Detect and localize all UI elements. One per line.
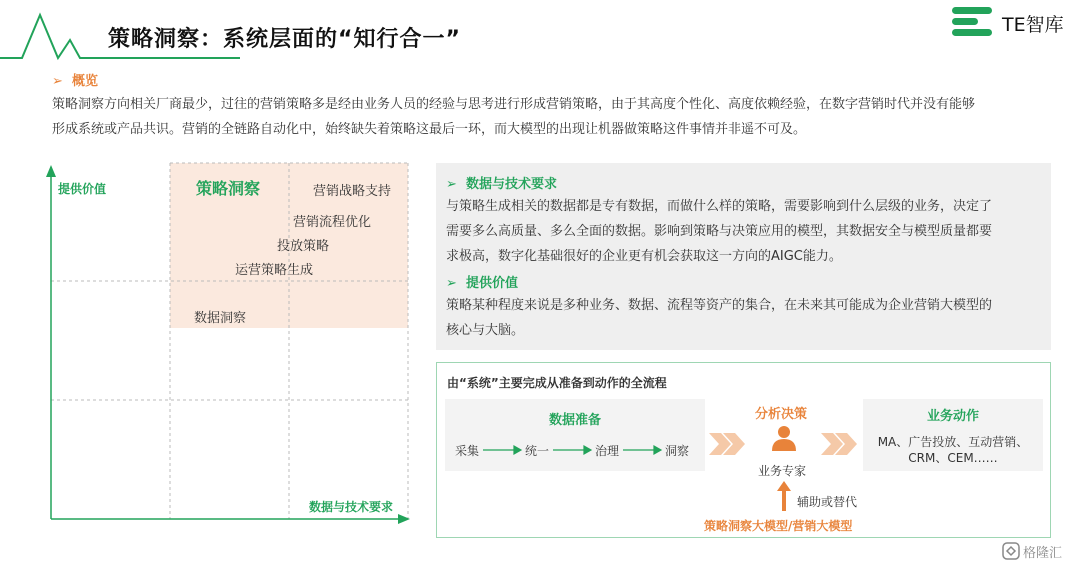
overview-text: 策略洞察方向相关厂商最少，过往的营销策略多是经由业务人员的经验与思考进行形成营销策略，由于其高度个性化、高度依赖经验，在数字营销时代并没有能够 形成系统或产品共识。营销的全链路自动化中，始终缺失着策略这最后一环，而大模型的出现让机器做策略这件事情并非遥不可及。 xyxy=(52,97,976,137)
step-label: 治理 xyxy=(595,444,620,458)
data-prep-title: 数据准备 xyxy=(548,413,601,428)
panel-heading-2: ➢ 提供价值 xyxy=(446,276,518,291)
panel-text-2: 策略某种程度来说是多种业务、数据、流程等资产的集合，在未来其可能成为企业营销大模型的 核心与大脑。 xyxy=(446,298,993,338)
analysis-title: 分析决策 xyxy=(755,407,808,422)
chevron-right-icon: ➢ xyxy=(446,177,457,192)
page-title: 策略洞察：系统层面的“知行合一” xyxy=(108,27,461,52)
flow-title: 由“系统”主要完成从准备到动作的全流程 xyxy=(447,376,667,390)
action-title: 业务动作 xyxy=(926,409,979,424)
logo-text: TE智库 xyxy=(1002,14,1064,36)
matrix-item: 营销战略支持 xyxy=(313,184,392,199)
step-arrows xyxy=(445,399,705,471)
te-logo-icon xyxy=(950,5,998,39)
chevron-double-icon xyxy=(709,433,749,455)
panel-text-1: 与策略生成相关的数据都是专有数据，而做什么样的策略，需要影响到什么层级的业务，决定了 需要多么高质量、多么全面的数据。影响到策略与决策应用的模型，其数据安全与模型质量都要 求极高，数字化基础很好的企业更有机会获取这一方向的AIGC能力。 xyxy=(446,199,993,264)
matrix-item: 投放策略 xyxy=(277,239,330,254)
model-label: 策略洞察大模型/营销大模型 xyxy=(704,519,853,533)
matrix-item: 营销流程优化 xyxy=(293,215,372,230)
step-label: 采集 xyxy=(455,444,480,458)
step-label: 统一 xyxy=(525,444,550,458)
expert-label: 业务专家 xyxy=(758,464,807,478)
quadrant-title: 策略洞察 xyxy=(196,179,261,198)
business-action-box xyxy=(863,399,1043,471)
panel-heading-1: ➢ 数据与技术要求 xyxy=(446,177,557,192)
person-icon xyxy=(771,425,797,451)
chevron-right-icon: ➢ xyxy=(446,276,457,291)
matrix-item: 运营策略生成 xyxy=(235,263,314,278)
data-prep-box xyxy=(445,399,705,471)
x-axis-label: 数据与技术要求 xyxy=(309,500,394,514)
step-label: 洞察 xyxy=(665,444,690,458)
watermark-text: 格隆汇 xyxy=(1023,546,1063,561)
flow-diagram xyxy=(436,362,1051,538)
watermark-logo-icon xyxy=(1002,542,1020,560)
requirements-panel xyxy=(436,163,1051,350)
matrix-item: 数据洞察 xyxy=(194,311,247,326)
chevron-double-icon xyxy=(821,433,861,455)
action-text: CRM、CEM…… xyxy=(908,451,998,465)
chevron-right-icon: ➢ xyxy=(52,74,63,89)
action-text: MA、广告投放、互动营销、 xyxy=(877,435,1029,449)
assist-label: 辅助或替代 xyxy=(797,495,858,509)
overview-heading: ➢ 概览 xyxy=(52,74,98,89)
y-axis-label: 提供价值 xyxy=(58,182,107,196)
arrow-up-icon xyxy=(777,481,791,511)
